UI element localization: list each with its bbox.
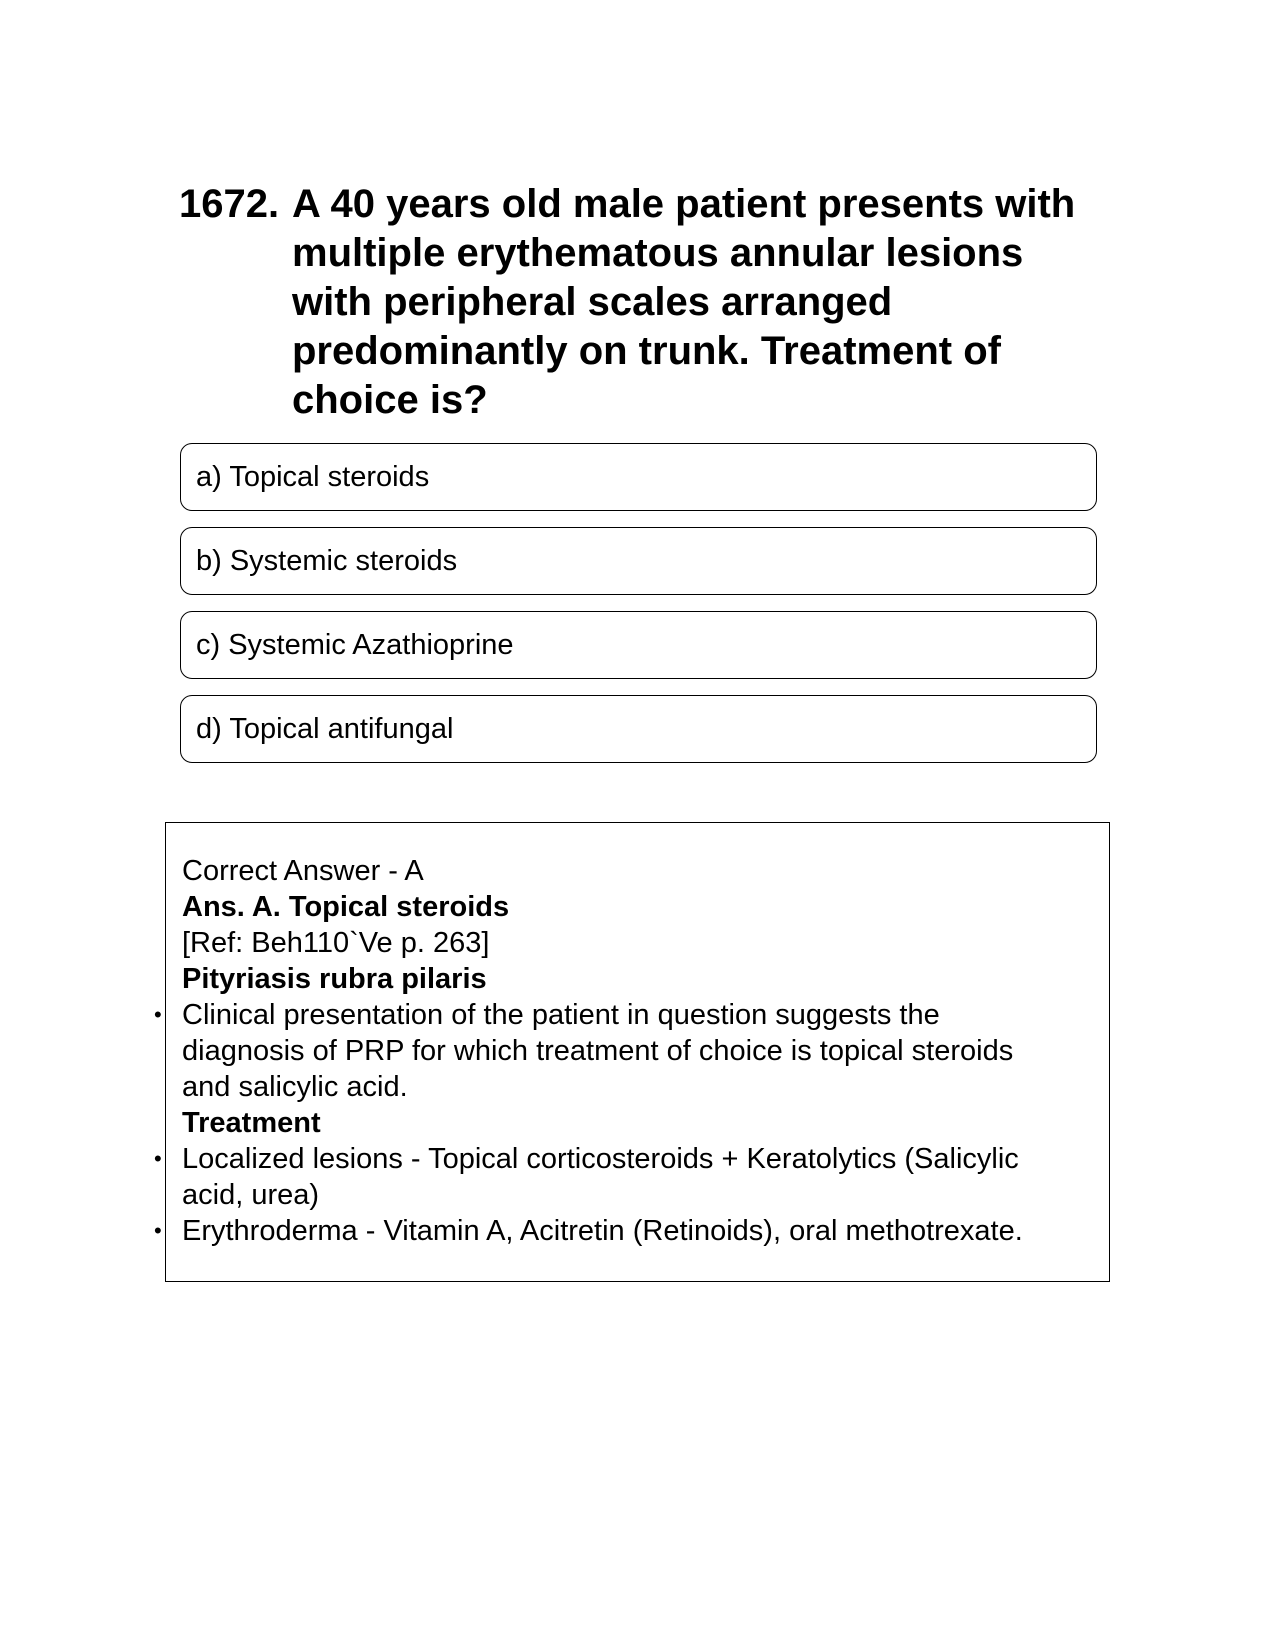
question: [179, 180, 1099, 425]
list-item: [154, 997, 1089, 1105]
list-item-text: Erythroderma - Vitamin A, Acitretin (Retinoids), oral methotrexate.: [182, 1215, 1023, 1247]
correct-answer-line: Correct Answer - A: [182, 855, 424, 887]
list-item-text: [182, 997, 1089, 1105]
bullet-icon: •: [154, 1002, 162, 1027]
question-number: 1672.: [179, 182, 280, 226]
bullet-icon: •: [154, 1218, 162, 1243]
list-item-line: Localized lesions - Topical corticosteroids + Keratolytics (Salicylic: [182, 1143, 1019, 1175]
list-item: [154, 1213, 1089, 1249]
list-item-line: and salicylic acid.: [182, 1071, 408, 1103]
treatment-heading: Treatment: [182, 1107, 321, 1139]
list-item-line: Clinical presentation of the patient in question suggests the: [182, 999, 940, 1031]
list-item-line: acid, urea): [182, 1179, 320, 1211]
bullet-icon: •: [154, 1146, 162, 1171]
question-text: A 40 years old male patient presents with multiple erythematous annular lesions with peripheral scales arranged predominantly on trunk. Treatment of choice is?: [292, 182, 1076, 422]
option-b[interactable]: b) Systemic steroids: [180, 527, 1097, 595]
list-item-text: [182, 1141, 1089, 1213]
option-c[interactable]: c) Systemic Azathioprine: [180, 611, 1097, 679]
answer-reference: [Ref: Beh110`Ve p. 263]: [182, 927, 490, 959]
condition-heading: Pityriasis rubra pilaris: [182, 963, 487, 995]
option-d[interactable]: d) Topical antifungal: [180, 695, 1097, 763]
list-item: [154, 1141, 1089, 1213]
option-a[interactable]: a) Topical steroids: [180, 443, 1097, 511]
answer-explanation-box: [154, 822, 1110, 1282]
list-item-line: diagnosis of PRP for which treatment of choice is topical steroids: [182, 1035, 1014, 1067]
options-list: [180, 443, 1097, 779]
answer-title: Ans. A. Topical steroids: [182, 891, 510, 923]
